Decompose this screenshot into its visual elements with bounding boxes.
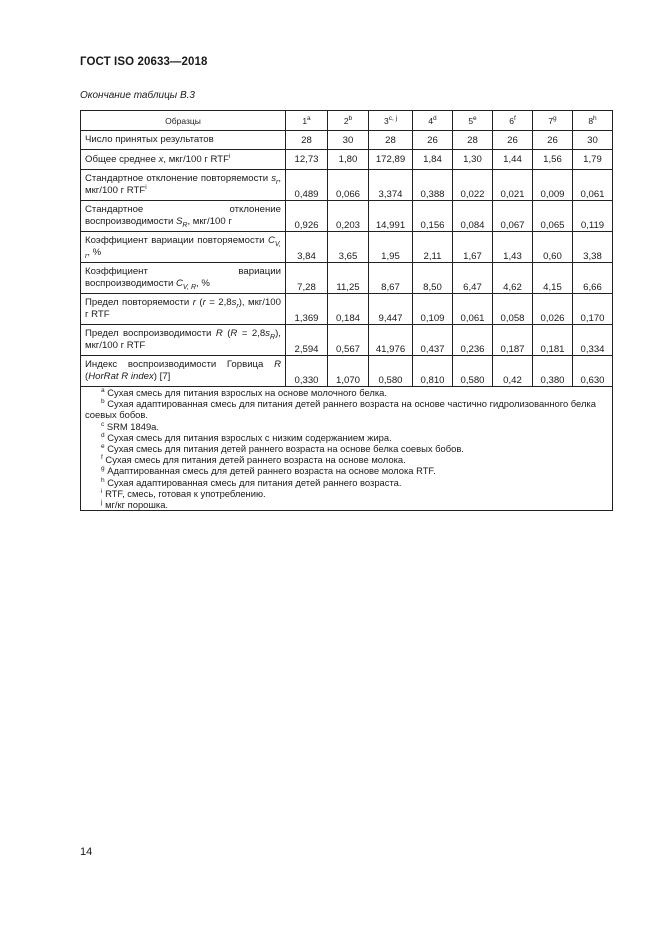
- footnote: $^d$ Сухая смесь для питания взрослых с низким содержанием жира.: [101, 431, 392, 443]
- cell: 0,022: [453, 170, 493, 201]
- cell: 14,991: [369, 201, 413, 232]
- table-row: [81, 150, 613, 170]
- cell: 0,380: [533, 356, 573, 387]
- cell: 28: [369, 131, 413, 150]
- footnote: $^f$ Сухая смесь для питания детей раннего возраста на основе молока.: [101, 454, 406, 466]
- cell: 0,926: [286, 201, 328, 232]
- table-row: [81, 131, 613, 150]
- cell: 26: [413, 131, 453, 150]
- cell: 30: [573, 131, 613, 150]
- table-caption: Окончание таблицы В.3: [80, 90, 195, 101]
- cell: 26: [493, 131, 533, 150]
- cell: 12,73: [286, 150, 328, 170]
- cell: 0,184: [328, 294, 369, 325]
- footnote: $^j$ мг/кг порошка.: [101, 498, 169, 511]
- header-col-6: 6$^f$: [493, 111, 533, 131]
- cell: 0,109: [413, 294, 453, 325]
- header-col-1: 1$^a$: [286, 111, 328, 131]
- cell: 0,810: [413, 356, 453, 387]
- footnote: $^e$ Сухая смесь для питания детей раннего возраста на основе белка соевых бобов.: [101, 442, 464, 455]
- cell: 0,061: [453, 294, 493, 325]
- cell: 0,187: [493, 325, 533, 356]
- footnote: $^h$ Сухая адаптированная смесь для питания детей раннего возраста.: [101, 476, 402, 488]
- cell: 0,567: [328, 325, 369, 356]
- cell: 0,026: [533, 294, 573, 325]
- footnote: $^c$ SRM 1849a.: [101, 420, 159, 432]
- cell: 0,330: [286, 356, 328, 387]
- cell: 6,66: [573, 263, 613, 294]
- cell: 6,47: [453, 263, 493, 294]
- cell: 0,156: [413, 201, 453, 232]
- table-row: [81, 294, 613, 325]
- cell: 1,070: [328, 356, 369, 387]
- cell: 1,80: [328, 150, 369, 170]
- cell: 4,15: [533, 263, 573, 294]
- cell: 2,594: [286, 325, 328, 356]
- cell: 3,84: [286, 232, 328, 263]
- document-code: ГОСТ ISO 20633—2018: [80, 56, 208, 68]
- cell: 0,42: [493, 356, 533, 387]
- cell: 0,60: [533, 232, 573, 263]
- table-row: [81, 356, 613, 387]
- cell: 0,489: [286, 170, 328, 201]
- cell: 0,067: [493, 201, 533, 232]
- header-col-3: 3$^{c, j}$: [369, 111, 413, 131]
- cell: 2,11: [413, 232, 453, 263]
- cell: 0,009: [533, 170, 573, 201]
- cell: 3,374: [369, 170, 413, 201]
- cell: 0,580: [369, 356, 413, 387]
- cell: 11,25: [328, 263, 369, 294]
- cell: 0,236: [453, 325, 493, 356]
- table-row: [81, 232, 613, 263]
- cell: 0,058: [493, 294, 533, 325]
- header-col-7: 7$^g$: [533, 111, 573, 131]
- cell: 26: [533, 131, 573, 150]
- cell: 0,181: [533, 325, 573, 356]
- row-label: Индекс воспроизводимости Горвица R (HorRat R index) [7]: [81, 356, 286, 387]
- header-col-8: 8$^h$: [573, 111, 613, 131]
- cell: 1,44: [493, 150, 533, 170]
- cell: 1,30: [453, 150, 493, 170]
- cell: 0,084: [453, 201, 493, 232]
- cell: 9,447: [369, 294, 413, 325]
- row-label: Общее среднее x, мкг/100 г RTF$^i$: [81, 150, 286, 170]
- row-label: Предел воспроизводимости R $(R = 2,8s_R)$, мкг/100 г RTF: [81, 325, 286, 356]
- cell: 41,976: [369, 325, 413, 356]
- row-label: Число принятых результатов: [81, 131, 286, 150]
- cell: 0,630: [573, 356, 613, 387]
- cell: 0,203: [328, 201, 369, 232]
- cell: 1,95: [369, 232, 413, 263]
- table-row: [81, 263, 613, 294]
- row-label: Предел повторяемости r $(r = 2,8s_r)$, мкг/100 г RTF: [81, 294, 286, 325]
- cell: 1,84: [413, 150, 453, 170]
- cell: 8,67: [369, 263, 413, 294]
- row-label: Коэффициент вариации воспроизводимости $C_{V, R}$, %: [81, 263, 286, 294]
- cell: 1,67: [453, 232, 493, 263]
- cell: 1,43: [493, 232, 533, 263]
- header-col-5: 5e: [453, 111, 493, 131]
- cell: 30: [328, 131, 369, 150]
- cell: 3,38: [573, 232, 613, 263]
- cell: 0,065: [533, 201, 573, 232]
- cell: 0,119: [573, 201, 613, 232]
- row-label: Стандартное отклонение воспроизводимости $S_R$, мкг/100 г: [81, 201, 286, 232]
- cell: 0,066: [328, 170, 369, 201]
- table-header-row: [81, 111, 613, 131]
- footnote: $^i$ RTF, смесь, готовая к употреблению.: [101, 487, 266, 499]
- cell: 172,89: [369, 150, 413, 170]
- cell: 0,021: [493, 170, 533, 201]
- cell: 1,369: [286, 294, 328, 325]
- cell: 0,334: [573, 325, 613, 356]
- header-col-2: 2$^b$: [328, 111, 369, 131]
- header-col-4: 4$^d$: [413, 111, 453, 131]
- footnotes-row: [81, 387, 613, 511]
- header-samples: Образцы: [81, 111, 286, 131]
- page-number: 14: [80, 846, 93, 858]
- table-row: [81, 170, 613, 201]
- cell: 28: [286, 131, 328, 150]
- footnote: $^a$ Сухая смесь для питания взрослых на основе молочного белка.: [101, 386, 388, 398]
- footnote: $^g$ Адаптированная смесь для детей раннего возраста на основе молока RTF.: [101, 465, 436, 477]
- row-label: Коэффициент вариации повторяемости $C_{V, r}$, %: [81, 232, 286, 263]
- cell: 4,62: [493, 263, 533, 294]
- cell: 1,56: [533, 150, 573, 170]
- footnote: $^b$ Сухая адаптированная смесь для питания детей раннего возраста на основе частично гидролизованного белка соевых бобов.: [85, 398, 596, 421]
- cell: 3,65: [328, 232, 369, 263]
- cell: 0,437: [413, 325, 453, 356]
- table-footnotes: [81, 387, 613, 511]
- row-label: Стандартное отклонение повторяемости $s_r$, мкг/100 г RTF$^i$: [81, 170, 286, 201]
- cell: 0,388: [413, 170, 453, 201]
- table-row: [81, 201, 613, 232]
- cell: 1,79: [573, 150, 613, 170]
- cell: 7,28: [286, 263, 328, 294]
- cell: 8,50: [413, 263, 453, 294]
- table-row: [81, 325, 613, 356]
- results-table: [80, 110, 613, 511]
- cell: 0,061: [573, 170, 613, 201]
- cell: 0,170: [573, 294, 613, 325]
- cell: 0,580: [453, 356, 493, 387]
- cell: 28: [453, 131, 493, 150]
